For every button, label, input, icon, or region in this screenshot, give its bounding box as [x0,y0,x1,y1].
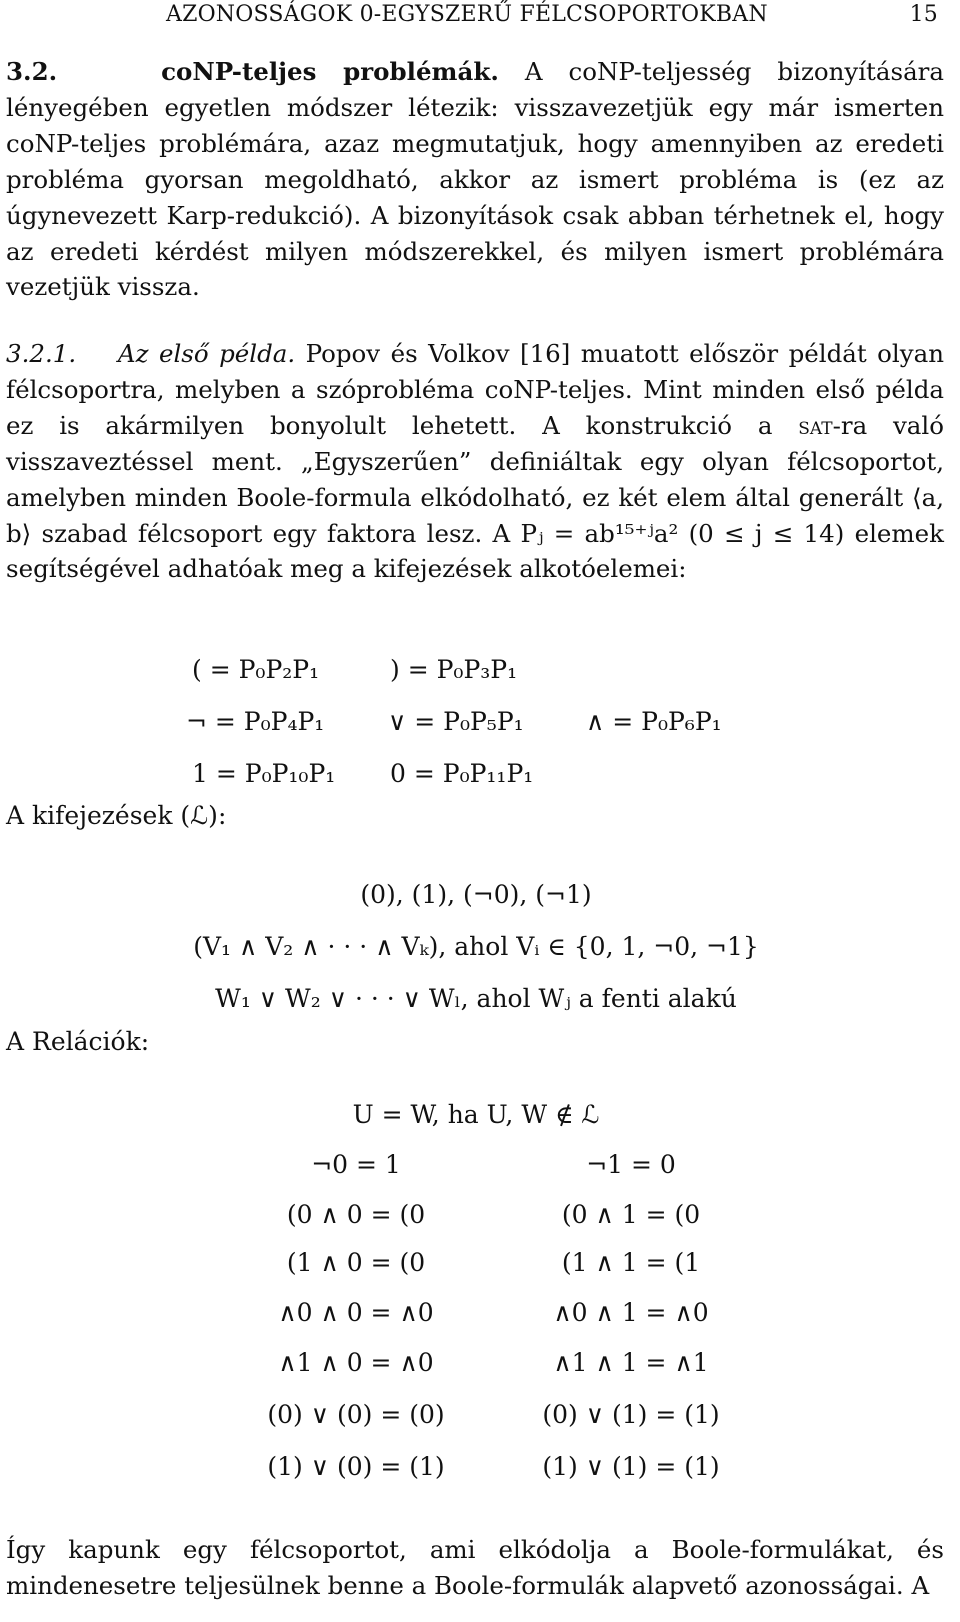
relation-row-right: (1) ∨ (1) = (1) [542,1452,720,1481]
section-paragraph [6,54,944,305]
symbol-open-paren: ( = P₀P₂P₁ [192,655,320,684]
subsection-body-part2: -ra való visszaveztéssel ment. „Egyszerűen” definiáltak egy olyan félcsoportot, amelyben minden Boole-formula elkódolható, ez két elem által generált ⟨a, b⟩ szabad félcsoport egy faktora lesz. A Pⱼ = ab¹⁵⁺ʲa² (0 ≤ j ≤ 14) elemek segítségével adhatóak meg a kifejezések alkotóelemei: [6,410,945,584]
symbol-one: 1 = P₀P₁₀P₁ [192,759,336,788]
closing-paragraph: Így kapunk egy félcsoportot, ami elkódolja a Boole-formulákat, és mindenesetre teljesülnek benne a Boole-formulák alapvető azonosságai. A [6,1535,944,1600]
section-body: A coNP-teljesség bizonyítására lényegében egyetlen módszer létezik: visszavezetjük egy már ismerten coNP-teljes problémára, azaz megmutatjuk, hogy amennyiben az eredeti probléma gyorsan megoldható, akkor az ismert probléma is (ez az úgynevezett Karp-redukció). A bizonyítások csak abban térhetnek el, hogy az eredeti kérdést milyen módszerekkel, és milyen ismert problémára vezetjük vissza. [6,57,945,302]
subsection-paragraph [6,336,944,587]
subsection-body-part1: Popov és Volkov [16] muatott először példát olyan félcsoportra, melyben a szóprobléma coNP-teljes. Mint minden első példa ez is akármilyen bonyolult lehetett. A konstrukció a [6,339,944,440]
symbol-or: ∨ = P₀P₅P₁ [388,707,524,736]
subsection-number: 3.2.1. [6,339,77,368]
document-page [6,0,956,1622]
section-title: coNP-teljes problémák. [161,57,499,86]
expressions-label: A kifejezések (ℒ): [6,801,227,830]
relation-row-left: (1 ∧ 0 = (0 [286,1248,426,1277]
relation-row-right: (0) ∨ (1) = (1) [542,1400,720,1429]
relation-row-right: ¬1 = 0 [586,1150,676,1179]
relation-row-left: (0 ∧ 0 = (0 [286,1200,426,1229]
running-header [6,2,956,32]
relation-row-left: ∧0 ∧ 0 = ∧0 [278,1298,434,1327]
relation-row-left: ¬0 = 1 [311,1150,401,1179]
relation-row-left: ∧1 ∧ 0 = ∧0 [278,1348,434,1377]
sat-keyword: sat [798,410,833,440]
expression-line-1: (0), (1), (¬0), (¬1) [360,880,592,909]
page-number: 15 [909,2,938,27]
symbol-and: ∧ = P₀P₆P₁ [586,707,722,736]
symbol-close-paren: ) = P₀P₃P₁ [390,655,518,684]
relation-row-right: ∧0 ∧ 1 = ∧0 [553,1298,709,1327]
relation-first: U = W, ha U, W ∉ ℒ [352,1100,600,1129]
relation-row-right: (1 ∧ 1 = (1 [561,1248,701,1277]
expression-line-2: (V₁ ∧ V₂ ∧ · · · ∧ Vₖ), ahol Vᵢ ∈ {0, 1, ¬0, ¬1} [193,932,759,961]
symbol-zero: 0 = P₀P₁₁P₁ [390,759,534,788]
relation-row-left: (1) ∨ (0) = (1) [267,1452,445,1481]
relation-row-right: (0 ∧ 1 = (0 [561,1200,701,1229]
symbol-negation: ¬ = P₀P₄P₁ [186,707,325,736]
section-number: 3.2. [6,57,58,86]
running-header-title: AZONOSSÁGOK 0-EGYSZERŰ FÉLCSOPORTOKBAN [166,2,768,27]
relation-row-right: ∧1 ∧ 1 = ∧1 [553,1348,709,1377]
relations-label: A Relációk: [6,1027,150,1056]
relation-row-left: (0) ∨ (0) = (0) [267,1400,445,1429]
expression-line-3: W₁ ∨ W₂ ∨ · · · ∨ Wₗ, ahol Wⱼ a fenti alakú [215,984,737,1013]
subsection-title: Az első példa. [117,339,296,368]
